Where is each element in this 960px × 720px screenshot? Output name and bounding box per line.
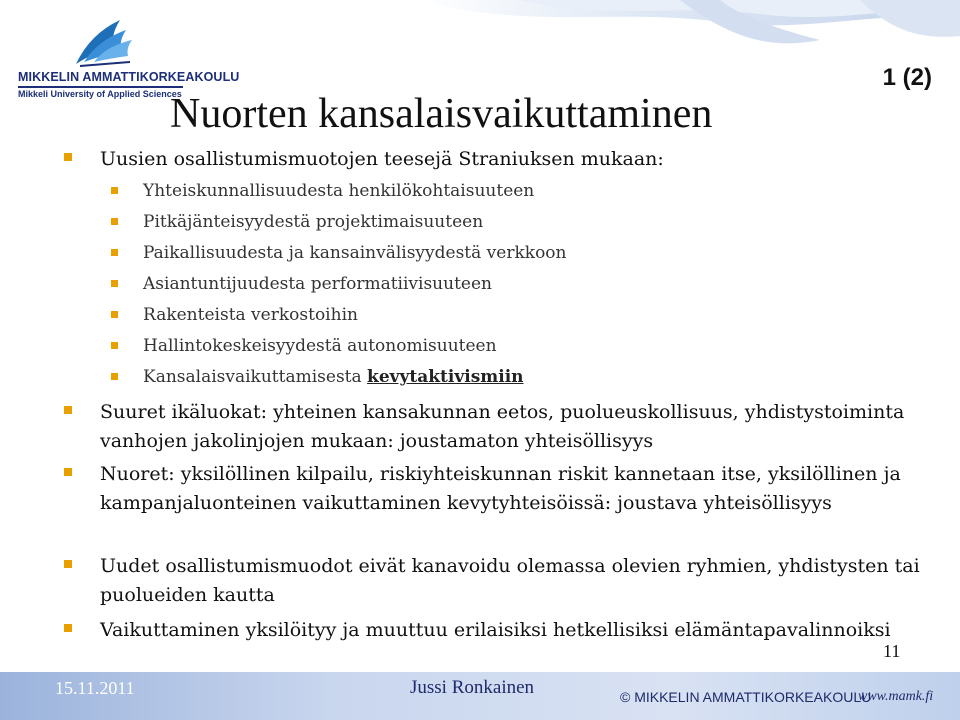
bullet-icon	[111, 342, 118, 349]
kevytaktivismi-link[interactable]: kevytaktivismiin	[367, 367, 524, 387]
bullet-text: Suuret ikäluokat: yhteinen kansakunnan eetos, puolueuskollisuus, yhdistystoiminta vanhojen jakolinjojen mukaan: joustamaton yhteisöllisyys	[100, 401, 905, 452]
logo	[18, 14, 240, 99]
bullet-icon	[64, 406, 72, 414]
slide-number: 11	[883, 641, 901, 661]
header-decoration	[300, 0, 960, 60]
sub-bullet-text: Asiantuntijuudesta performatiivisuuteen	[143, 274, 492, 294]
sub-bullet-text: Rakenteista verkostoihin	[143, 305, 358, 325]
bullet-icon	[111, 311, 118, 318]
sub-bullet-item	[143, 179, 923, 203]
bullet-text: Vaikuttaminen yksilöityy ja muuttuu erilaisiksi hetkellisiksi elämäntapavalinnoiksi	[100, 619, 891, 641]
footer-organization: © MIKKELIN AMMATTIKORKEAKOULU	[620, 689, 872, 705]
sub-bullet-item	[143, 334, 923, 358]
sub-bullet-text: Hallintokeskeisyydestä autonomisuuteen	[143, 336, 497, 356]
bullet-icon	[111, 280, 118, 287]
bullet-icon	[111, 373, 118, 380]
bullet-item	[100, 398, 940, 455]
bullet-text: Uudet osallistumismuodot eivät kanavoidu olemassa olevien ryhmien, yhdistysten tai puolueiden kautta	[100, 555, 920, 606]
slide-title: Nuorten kansalaisvaikuttaminen	[170, 91, 713, 137]
bullet-text: Uusien osallistumismuotojen teesejä Straniuksen mukaan:	[100, 148, 664, 170]
sub-bullet-text: Yhteiskunnallisuudesta henkilökohtaisuuteen	[143, 181, 535, 201]
bullet-icon	[64, 153, 72, 161]
sub-bullet-item	[143, 241, 923, 265]
bullet-icon	[111, 218, 118, 225]
sub-bullet-item	[143, 303, 923, 327]
footer-website-link[interactable]: www.mamk.fi	[858, 689, 934, 704]
sub-bullet-item	[143, 210, 923, 234]
logo-subtitle: Mikkeli University of Applied Sciences	[18, 89, 182, 99]
logo-emblem-icon	[70, 14, 140, 68]
sub-bullet-text: Pitkäjänteisyydestä projektimaisuuteen	[143, 212, 484, 232]
sub-bullet-text: Kansalaisvaikuttamisesta	[143, 367, 368, 387]
bullet-icon	[64, 468, 72, 476]
bullet-item	[100, 616, 940, 645]
page-indicator: 1 (2)	[882, 64, 932, 91]
footer-date: 15.11.2011	[55, 678, 135, 698]
bullet-icon	[111, 187, 118, 194]
bullet-icon	[64, 560, 72, 568]
sub-bullet-item	[143, 365, 923, 389]
logo-name: MIKKELIN AMMATTIKORKEAKOULU	[18, 70, 240, 84]
footer-author: Jussi Ronkainen	[410, 677, 535, 698]
footer-bar	[0, 672, 960, 720]
bullet-icon	[64, 624, 72, 632]
bullet-text: Nuoret: yksilöllinen kilpailu, riskiyhteiskunnan riskit kannetaan itse, yksilöllinen ja kampanjaluonteinen vaikuttaminen kevytyhteisöissä: joustava yhteisöllisyys	[100, 463, 901, 514]
bullet-item	[100, 552, 940, 609]
bullet-item	[100, 460, 940, 517]
bullet-icon	[111, 249, 118, 256]
bullet-item	[100, 145, 940, 174]
sub-bullet-item	[143, 272, 923, 296]
logo-divider	[18, 86, 183, 88]
sub-bullet-text: Paikallisuudesta ja kansainvälisyydestä verkkoon	[143, 243, 567, 263]
